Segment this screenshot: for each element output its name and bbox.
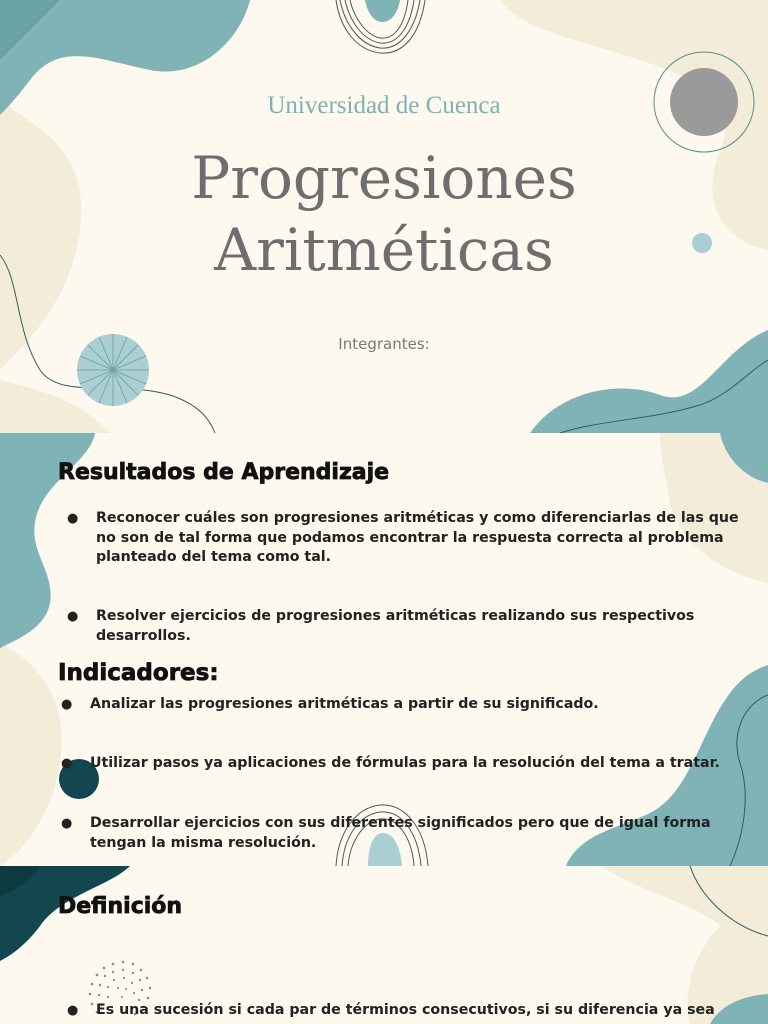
bullet-icon: ● (67, 1003, 79, 1018)
bullet-icon: ● (61, 816, 73, 831)
slide-title (0, 142, 768, 286)
learning-results-slide (0, 433, 768, 866)
list-item: ● Analizar las progresiones aritméticas a partir de su significado. (61, 695, 751, 715)
indicators-heading: Indicadores: (58, 660, 219, 686)
definition-heading: Definición (58, 894, 183, 919)
decorative-background (0, 433, 768, 866)
list-item: ● Es una sucesión si cada par de términos consecutivos, si su diferencia ya sea (67, 1001, 757, 1021)
members-label: Integrantes: (338, 335, 430, 353)
list-item: ● Desarrollar ejercicios con sus diferentes significados pero que de igual forma tengan la misma resolución. (61, 815, 711, 851)
university-name: Universidad de Cuenca (267, 92, 501, 119)
bullet-icon: ● (67, 609, 79, 624)
bullet-icon: ● (67, 511, 79, 526)
title-line-1: Progresiones (191, 144, 577, 212)
list-item: ● Resolver ejercicios de progresiones aritméticas realizando sus respectivos desarrollos. (67, 608, 695, 644)
definition-slide (0, 866, 768, 1024)
list-item: ● Reconocer cuáles son progresiones aritméticas y como diferenciarlas de las que no son de tal forma que podamos encontrar la respuesta correcta al problema planteado del tema como tal. (67, 510, 739, 565)
bullet-icon: ● (61, 756, 73, 771)
list-item: ● Utilizar pasos ya aplicaciones de fórmulas para la resolución del tema a tratar. (61, 754, 751, 774)
results-heading: Resultados de Aprendizaje (58, 460, 390, 485)
title-line-2: Aritméticas (214, 216, 554, 284)
title-slide (0, 0, 768, 433)
bullet-icon: ● (61, 697, 73, 712)
